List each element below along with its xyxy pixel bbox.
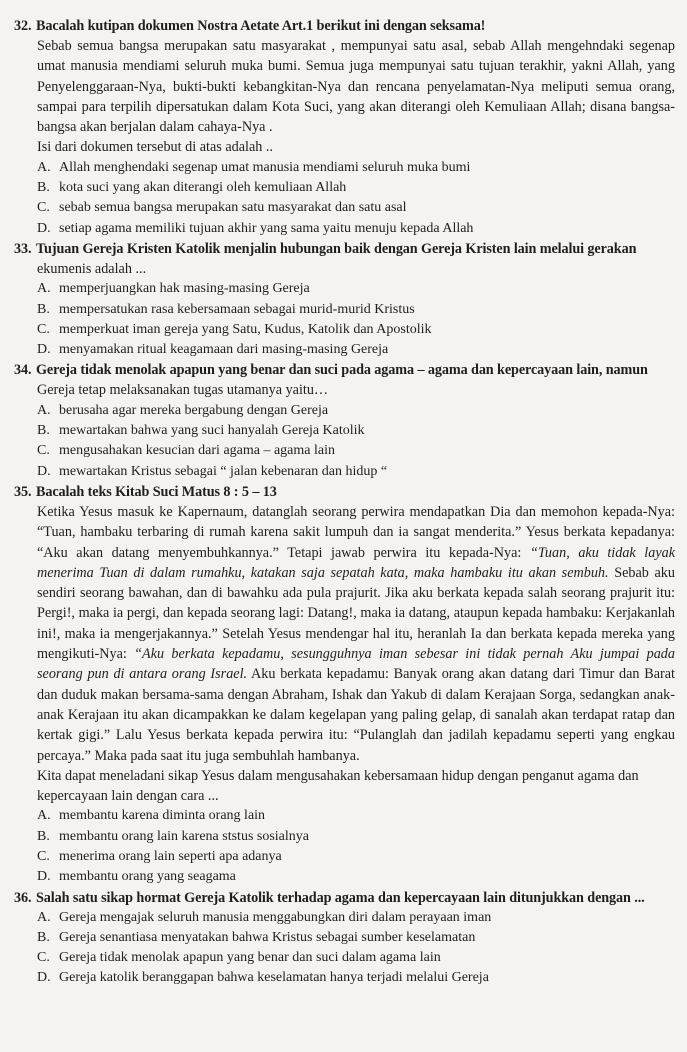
- options-list: [14, 158, 675, 239]
- option-a[interactable]: A. Gereja mengajak seluruh manusia menggabungkan diri dalam perayaan iman: [37, 909, 492, 925]
- question-number: 32.: [14, 18, 32, 34]
- option-a[interactable]: A. Allah menghendaki segenap umat manusia mendiami seluruh muka bumi: [37, 159, 471, 175]
- question-prompt: Isi dari dokumen tersebut di atas adalah ..: [37, 139, 273, 156]
- option-c[interactable]: C. memperkuat iman gereja yang Satu, Kudus, Katolik dan Apostolik: [37, 321, 432, 337]
- option-a[interactable]: A. membantu karena diminta orang lain: [37, 808, 266, 824]
- option-c[interactable]: C. mengusahakan kesucian dari agama – agama lain: [37, 443, 335, 459]
- option-c[interactable]: C. sebab semua bangsa merupakan satu masyarakat dan satu asal: [37, 200, 407, 216]
- question-number: 34.: [14, 362, 32, 379]
- question-36: [14, 888, 675, 989]
- option-d[interactable]: D. menyamakan ritual keagamaan dari masing-masing Gereja: [37, 342, 389, 358]
- option-d[interactable]: D. setiap agama memiliki tujuan akhir yang sama yaitu menuju kepada Allah: [37, 220, 474, 236]
- question-32-stem: [14, 16, 675, 36]
- option-b[interactable]: B. kota suci yang akan diterangi oleh kemuliaan Allah: [37, 180, 347, 196]
- option-b[interactable]: B. mewartakan bahwa yang suci hanyalah Gereja Katolik: [37, 423, 365, 439]
- question-number: 35.: [14, 483, 32, 500]
- option-b[interactable]: B. membantu orang lain karena ststus sosialnya: [37, 828, 309, 844]
- question-text: Tujuan Gereja Kristen Katolik menjalin hubungan baik dengan Gereja Kristen lain melalui gerakan: [36, 240, 637, 257]
- question-number: 36.: [14, 889, 32, 906]
- question-prompt: ekumenis adalah ...: [37, 260, 147, 277]
- option-d[interactable]: D. mewartakan Kristus sebagai “ jalan kebenaran dan hidup “: [37, 463, 388, 479]
- options-list: [14, 279, 675, 360]
- options-list: [14, 401, 675, 482]
- document-passage: Sebab semua bangsa merupakan satu masyarakat , mempunyai satu asal, sebab Allah mengehndaki segenap umat manusia mendiami seluruh muka bumi. Semua juga mempunyai satu tujuan terakhir, yakni Allah, yang Penyelenggaraan-Nya, bukti-bukti kebangkitan-Nya dan rencana penyelamatan-Nya meliputi semua orang, sampai para terpilih dipersatukan dalam Kota Suci, yang akan diterangi oleh Kemuliaan Allah; disana bangsa-bangsa akan berjalan dalam cahaya-Nya .: [37, 38, 675, 136]
- question-32: [14, 16, 675, 239]
- option-d[interactable]: D. membantu orang yang seagama: [37, 869, 236, 885]
- question-text: Bacalah kutipan dokumen Nostra Aetate Art.1 berikut ini dengan seksama!: [36, 18, 486, 34]
- question-35-stem: [14, 482, 675, 502]
- options-list: [14, 908, 675, 989]
- option-d[interactable]: D. Gereja katolik beranggapan bahwa keselamatan hanya terjadi melalui Gereja: [37, 970, 489, 986]
- question-text: Bacalah teks Kitab Suci Matus 8 : 5 – 13: [36, 483, 277, 500]
- question-number: 33.: [14, 240, 32, 257]
- option-c[interactable]: C. menerima orang lain seperti apa adanya: [37, 848, 282, 864]
- question-33-stem: [14, 239, 675, 259]
- option-a[interactable]: A. berusaha agar mereka bergabung dengan Gereja: [37, 402, 329, 418]
- option-a[interactable]: A. memperjuangkan hak masing-masing Gereja: [37, 281, 310, 297]
- question-36-stem: [14, 888, 675, 908]
- question-prompt: Kita dapat meneladani sikap Yesus dalam mengusahakan kebersamaan hidup dengan penganut agama dan kepercayaan lain dengan cara ...: [37, 767, 639, 805]
- option-c[interactable]: C. Gereja tidak menolak apapun yang benar dan suci dalam agama lain: [37, 950, 441, 966]
- option-b[interactable]: B. mempersatukan rasa kebersamaan sebagai murid-murid Kristus: [37, 301, 415, 317]
- option-b[interactable]: B. Gereja senantiasa menyatakan bahwa Kristus sebagai sumber keselamatan: [37, 929, 476, 945]
- question-text: Gereja tidak menolak apapun yang benar dan suci pada agama – agama dan kepercayaan lain, namun: [36, 362, 648, 379]
- scripture-passage: Ketika Yesus masuk ke Kapernaum, datanglah seorang perwira mendapatkan Dia dan memohon kepada-Nya: “Tuan, hambaku terbaring di rumah karena sakit lumpuh dan ia sangat menderita.” Yesus berkata kepadanya: “Aku akan datang menyembuhkannya.” Tetapi jawab perwira itu kepada-Nya: “Tuan, aku tidak layak menerima Tuan di dalam rumahku, katakan saja sepatah kata, maka hambaku itu akan sembuh. Sebab aku sendiri seorang bawahan, dan di bawahku ada pula prajurit. Jika aku berkata kepada salah seorang prajurit itu: Pergi!, maka ia pergi, dan kepada seorang lagi: Datang!, maka ia datang, ataupun kepada hambaku: Kerjakanlah ini!, maka ia mengerjakannya.” Setelah Yesus mendengar hal itu, heranlah Ia dan berkata kepada mereka yang mengikuti-Nya: “Aku berkata kepadamu, sesungguhnya iman sebesar ini tidak pernah Aku jumpai pada seorang pun di antara orang Israel. Aku berkata kepadamu: Banyak orang akan datang dari Timur dan Barat dan duduk makan bersama-sama dengan Abraham, Ishak dan Yakub di dalam Kerajaan Sorga, sedangkan anak-anak Kerajaan itu akan dicampakkan ke dalam kegelapan yang paling gelap, di sanalah akan terdapat ratap dan kertak gigi.” Lalu Yesus berkata kepada perwira itu: “Pulanglah dan jadilah kepadamu seperti yang engkau percaya.” Maka pada saat itu juga sembuhlah hambanya.: [37, 503, 676, 764]
- options-list: [14, 806, 675, 887]
- question-33: [14, 239, 675, 360]
- question-34: [14, 360, 675, 481]
- question-34-stem: [14, 360, 675, 380]
- question-text: Salah satu sikap hormat Gereja Katolik terhadap agama dan kepercayaan lain ditunjukkan dengan ...: [36, 889, 645, 906]
- question-35: [14, 482, 675, 888]
- question-prompt: Gereja tetap melaksanakan tugas utamanya yaitu…: [37, 382, 329, 399]
